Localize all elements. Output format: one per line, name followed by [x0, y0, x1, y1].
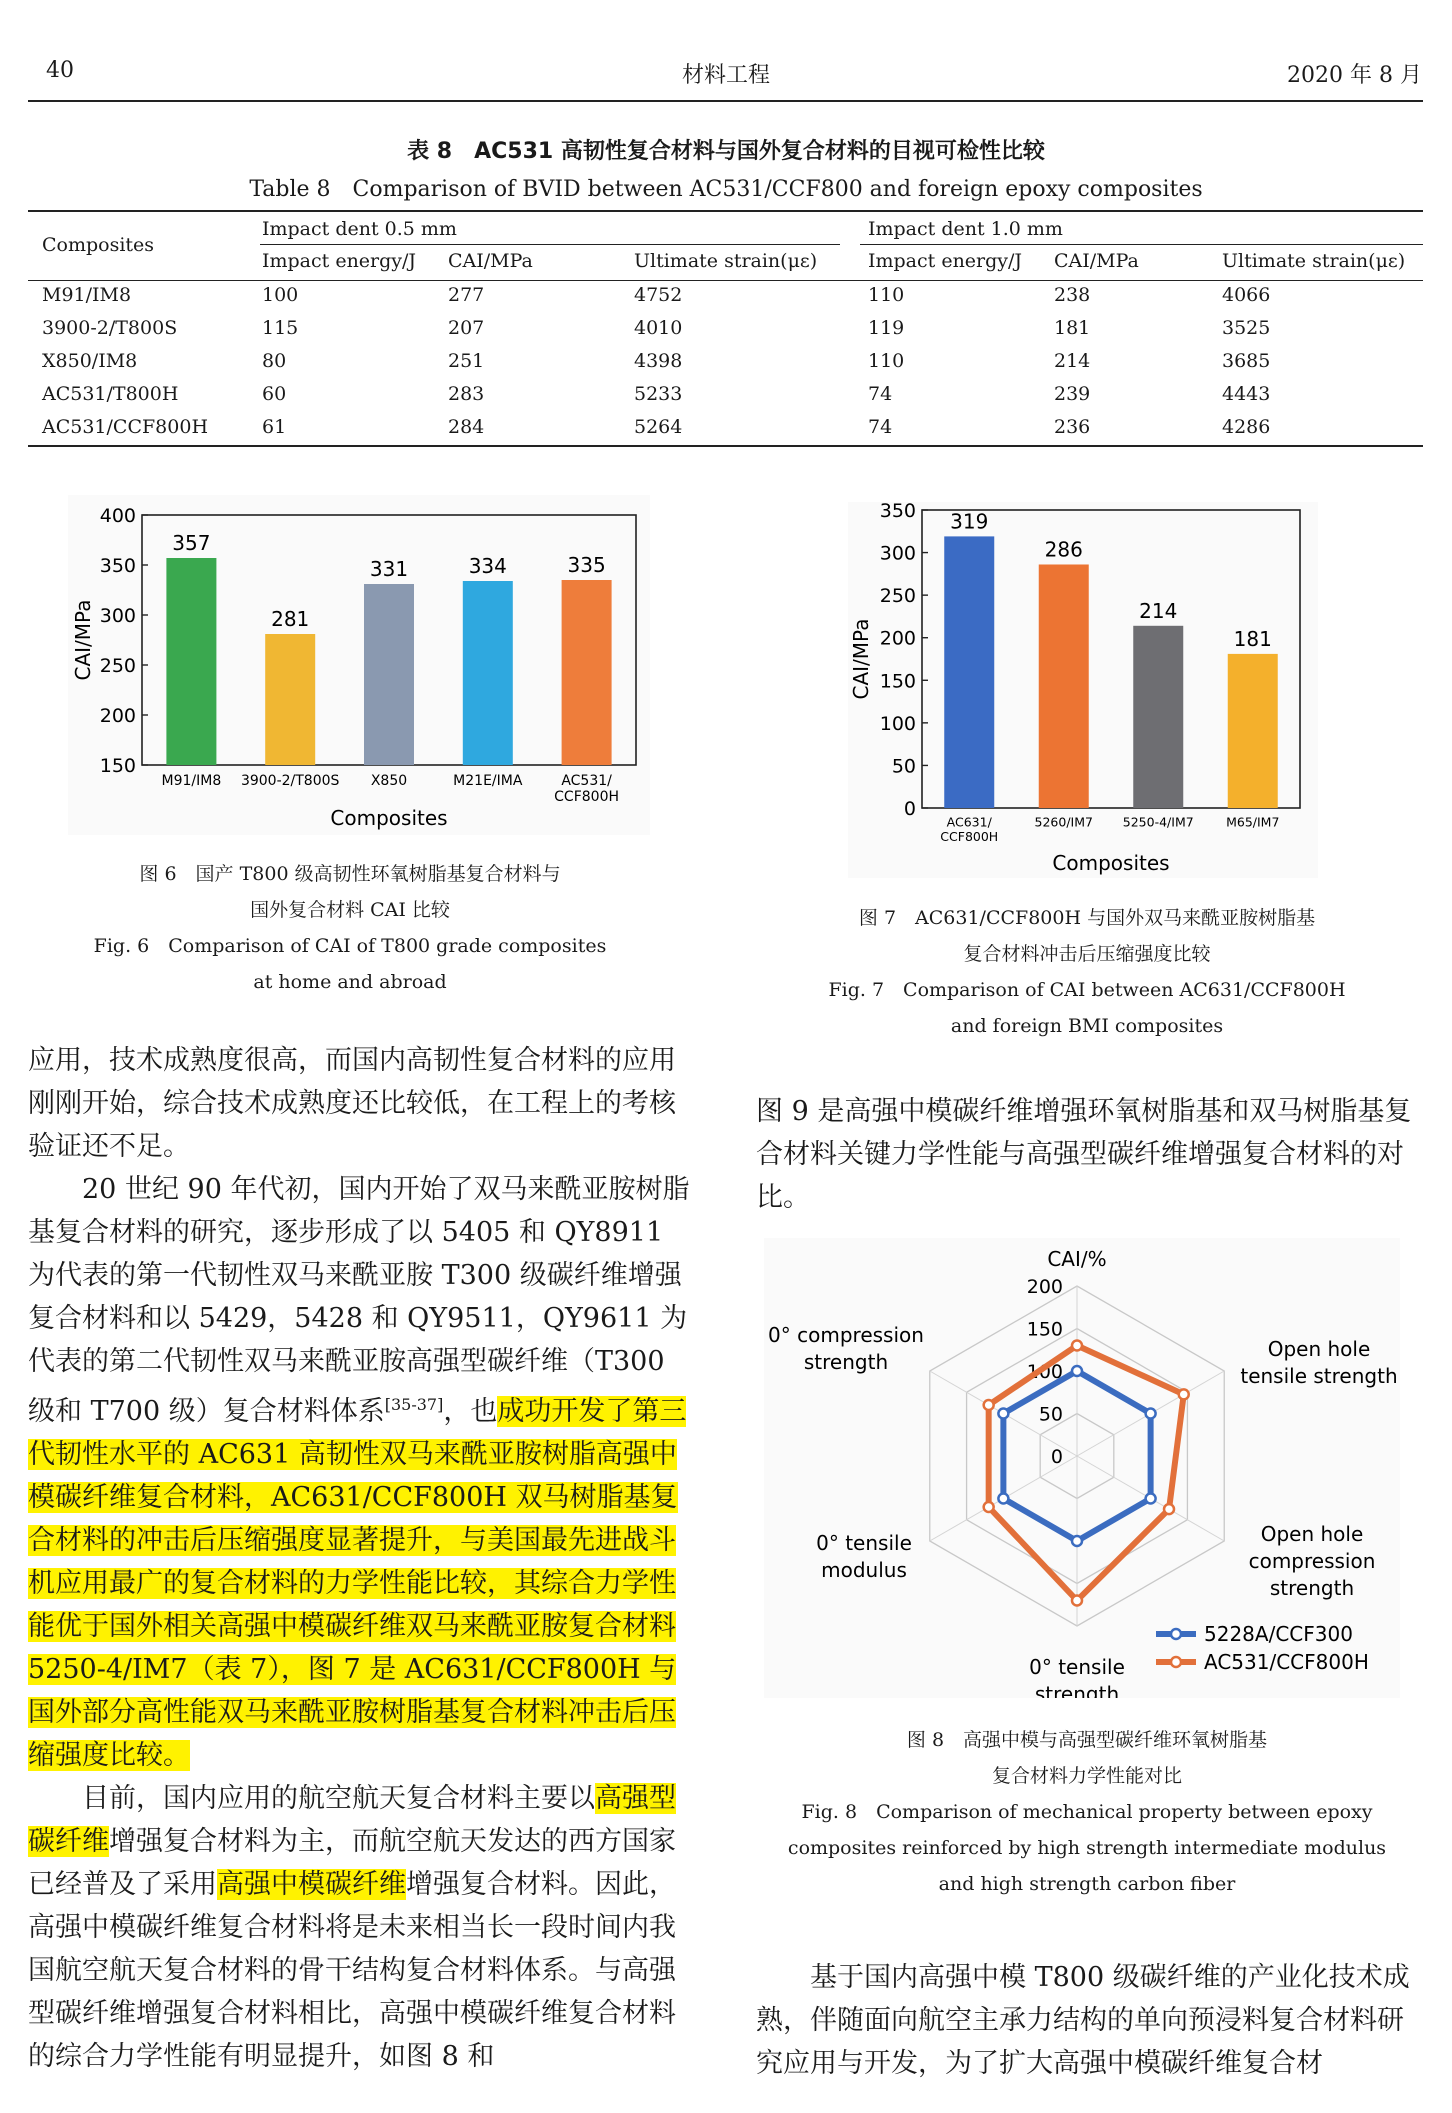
table-row-label: M91/IM8: [42, 284, 132, 306]
paragraph: [756, 1956, 1422, 2085]
radar-axis-label: modulus: [821, 1558, 907, 1582]
citation: [35-37]: [384, 1395, 444, 1414]
table-cell: 115: [262, 317, 299, 339]
table-header-composites: Composites: [42, 234, 155, 256]
paragraph-text: 应用，技术成熟度很高，而国内高韧性复合材料的应用刚刚开始，综合技术成熟度还比较低，在工程上的考核验证还不足。: [28, 1045, 676, 1162]
table-cell: 110: [868, 284, 905, 306]
figure-8: [764, 1238, 1400, 1698]
y-tick-label: 150: [99, 755, 136, 777]
x-tick-label: X850: [370, 773, 408, 789]
bar-value-label: 281: [271, 607, 310, 631]
bar-value-label: 319: [950, 509, 989, 534]
y-tick-label: 150: [879, 670, 916, 693]
radar-series-line: [989, 1346, 1184, 1601]
right-column-text-2: [756, 1956, 1422, 2085]
table-subheader: Impact energy/J: [262, 250, 417, 272]
bar: [166, 558, 216, 765]
fig8-caption-en: composites reinforced by high strength intermediate modulus: [787, 1837, 1387, 1859]
fig8-caption-cn: 图 8 高强中模与高强型碳纤维环氧树脂基: [906, 1729, 1268, 1751]
y-tick-label: 250: [99, 655, 136, 677]
radar-axis-label: strength: [1269, 1576, 1355, 1600]
x-tick-label: AC631/: [946, 814, 992, 830]
fig7-caption-en: and foreign BMI composites: [950, 1015, 1224, 1037]
x-tick-label: 3900-2/T800S: [240, 773, 340, 789]
bar-value-label: 334: [468, 554, 507, 578]
paragraph-text: 图 9 是高强中模碳纤维增强环氧树脂基和双马树脂基复合材料关键力学性能与高强型碳纤维增强复合材料的对比。: [756, 1096, 1412, 1213]
right-column-text-1: [756, 1090, 1422, 1219]
legend-marker: [1171, 1657, 1181, 1667]
table-cell: 4398: [634, 350, 683, 372]
radar-point: [1072, 1536, 1082, 1546]
table-cell: 207: [448, 317, 485, 339]
fig6-caption-en: Fig. 6 Comparison of CAI of T800 grade composites: [93, 935, 607, 957]
table-row-label: X850/IM8: [42, 350, 138, 372]
legend-marker: [1171, 1629, 1181, 1639]
left-column-text: [28, 1039, 690, 2078]
fig7-caption-en: Fig. 7 Comparison of CAI between AC631/CCF800H: [828, 979, 1346, 1001]
radar-axis-label: CAI/%: [1047, 1247, 1107, 1271]
journal-name: 材料工程: [681, 63, 770, 88]
fig8-caption-en: Fig. 8 Comparison of mechanical property between epoxy: [801, 1801, 1373, 1823]
table-bottom-rule: [28, 445, 1423, 447]
radar-axis-label: Open hole: [1260, 1522, 1364, 1546]
x-tick-label: M21E/IMA: [453, 773, 523, 789]
paragraph-text: 20 世纪 90 年代初，国内开始了双马来酰亚胺树脂基复合材料的研究，逐步形成了以 5405 和 QY8911 为代表的第一代韧性双马来酰亚胺 T300 级碳纤维增强复合材料和以 5429，5428 和 QY9511，QY9611 为代表的第二代韧性双马来酰亚胺高强型碳纤维（T300 级和 T700 级）复合材料体系: [28, 1174, 690, 1427]
fig6-bar-chart: [68, 495, 650, 835]
table-group-header: Impact dent 0.5 mm: [262, 218, 457, 240]
table-title-en: Table 8 Comparison of BVID between AC531/CCF800 and foreign epoxy composites: [249, 177, 1203, 202]
fig6-caption-en: at home and abroad: [253, 971, 447, 993]
bar: [944, 536, 994, 808]
fig7-bar-chart: [848, 502, 1318, 878]
paragraph-text: 基于国内高强中模 T800 级碳纤维的产业化技术成熟，伴随面向航空主承力结构的单向预浸料复合材料研究应用与开发，为了扩大高强中模碳纤维复合材: [756, 1962, 1410, 2079]
y-tick-label: 300: [99, 605, 136, 627]
fig7-caption-cn: 复合材料冲击后压缩强度比较: [963, 943, 1211, 965]
table-cell: 3685: [1222, 350, 1271, 372]
x-tick-label: M65/IM7: [1226, 814, 1280, 830]
y-tick-label: 200: [99, 705, 136, 727]
y-axis-label: CAI/MPa: [71, 599, 95, 681]
radar-axis-label: 0° compression: [768, 1323, 924, 1347]
paragraph-text: 增强复合材料。因此，高强中模碳纤维复合材料将是未来相当长一段时间内我国航空航天复合材料的骨干结构复合材料体系。与高强型碳纤维增强复合材料相比，高强中模碳纤维复合材料的综合力学性能有明显提升，如图 8 和: [28, 1869, 676, 2072]
page-number: 40: [46, 58, 74, 83]
bar-value-label: 181: [1233, 626, 1272, 651]
highlighted-text: 高强中模碳纤维: [217, 1869, 406, 1900]
bar-value-label: 286: [1044, 537, 1083, 562]
paragraph-text: ，也: [443, 1396, 498, 1427]
radar-tick-label: 50: [1038, 1403, 1063, 1426]
y-tick-label: 50: [891, 755, 916, 778]
table-subheader: Ultimate strain(με): [634, 250, 818, 272]
table-subheader: Impact energy/J: [868, 250, 1023, 272]
paragraph: [28, 1039, 690, 1168]
bar: [1039, 564, 1089, 808]
figure-7: [848, 502, 1318, 878]
y-tick-label: 0: [903, 798, 916, 820]
table-cell: 74: [868, 416, 893, 438]
bar-value-label: 331: [369, 557, 409, 581]
paragraph-text: 增强复合材料为主，而航空航天发达的西方国家已经普及了采用: [28, 1826, 676, 1900]
table-cell: 214: [1054, 350, 1091, 372]
x-tick-label: CCF800H: [554, 789, 620, 805]
table-cell: 4066: [1222, 284, 1271, 306]
x-tick-label: 5260/IM7: [1034, 814, 1093, 830]
y-tick-label: 100: [879, 712, 916, 735]
radar-point: [1179, 1389, 1189, 1399]
fig6-caption-cn: 图 6 国产 T800 级高韧性环氧树脂基复合材料与: [139, 863, 561, 885]
x-axis-label: Composites: [1052, 851, 1170, 875]
table-row-label: AC531/CCF800H: [42, 416, 209, 438]
bar-value-label: 214: [1139, 598, 1178, 623]
bar: [562, 580, 612, 765]
fig8-caption-cn: 复合材料力学性能对比: [991, 1765, 1182, 1787]
table-cell: 61: [262, 416, 287, 438]
y-tick-label: 300: [879, 542, 916, 565]
table-header-rule: [28, 280, 1423, 281]
paragraph: [756, 1090, 1422, 1219]
bar: [1228, 654, 1278, 808]
radar-point: [1146, 1409, 1156, 1419]
y-tick-label: 350: [879, 502, 916, 522]
legend-label: AC531/CCF800H: [1204, 1650, 1369, 1674]
radar-point: [984, 1502, 994, 1512]
y-axis-label: CAI/MPa: [849, 618, 873, 700]
bar-value-label: 357: [172, 531, 211, 555]
table-cell: 60: [262, 383, 287, 405]
table-cell: 251: [448, 350, 485, 372]
table-cell: 277: [448, 284, 485, 306]
table-cell: 100: [262, 284, 299, 306]
x-tick-label: AC531/: [561, 773, 612, 789]
table-cell: 4443: [1222, 383, 1271, 405]
x-axis-label: Composites: [330, 806, 448, 830]
y-tick-label: 350: [99, 555, 136, 577]
header-rule: [28, 100, 1423, 102]
table-cell: 239: [1054, 383, 1091, 405]
radar-axis-label: Open hole: [1267, 1337, 1371, 1361]
radar-point: [1146, 1494, 1156, 1504]
table-cell: 238: [1054, 284, 1091, 306]
table-subheader: CAI/MPa: [1054, 250, 1139, 272]
table-cell: 236: [1054, 416, 1091, 438]
table-cell: 74: [868, 383, 893, 405]
table-cell: 5233: [634, 383, 683, 405]
x-tick-label: CCF800H: [940, 829, 999, 844]
radar-tick-label: 100: [1026, 1361, 1063, 1383]
table-cell: 5264: [634, 416, 683, 438]
paragraph: [28, 1777, 690, 2078]
table-cell: 4010: [634, 317, 683, 339]
legend-label: 5228A/CCF300: [1204, 1622, 1353, 1646]
table-cell: 110: [868, 350, 905, 372]
y-tick-label: 400: [99, 505, 136, 527]
bar: [463, 581, 513, 765]
table-subheader: Ultimate strain(με): [1222, 250, 1406, 272]
y-tick-label: 250: [879, 585, 916, 608]
radar-point: [1072, 1366, 1082, 1376]
table-cell: 4286: [1222, 416, 1271, 438]
x-tick-label: M91/IM8: [161, 773, 222, 789]
bar: [265, 634, 315, 765]
paragraph: [28, 1168, 690, 1777]
table-cell: 283: [448, 383, 485, 405]
table-top-rule: [28, 210, 1423, 212]
table-row-label: AC531/T800H: [42, 383, 179, 405]
table-cell: 284: [448, 416, 485, 438]
radar-axis-label: strength: [803, 1350, 889, 1374]
table-group-rule-2: [860, 244, 1423, 245]
issue-date: 2020 年 8 月: [1287, 63, 1422, 88]
table-cell: 80: [262, 350, 287, 372]
fig8-caption-en: and high strength carbon fiber: [938, 1873, 1236, 1895]
table-cell: 4752: [634, 284, 683, 306]
figure-6: [68, 495, 650, 835]
radar-axis-label: strength: [1034, 1682, 1120, 1698]
fig6-caption-cn: 国外复合材料 CAI 比较: [250, 899, 450, 921]
table-row-label: 3900-2/T800S: [42, 317, 178, 339]
radar-point: [1072, 1596, 1082, 1606]
radar-tick-label: 200: [1026, 1276, 1063, 1298]
radar-axis-label: 0° tensile: [816, 1531, 912, 1555]
radar-point: [984, 1400, 994, 1410]
highlighted-text: 成功开发了第三代韧性水平的 AC631 高韧性双马来酰亚胺树脂高强中模碳纤维复合材料，AC631/CCF800H 双马树脂基复合材料的冲击后压缩强度显著提升，与美国最先进战斗机应用最广的复合材料的力学性能比较，其综合力学性能优于国外相关高强中模碳纤维双马来酰亚胺复合材料 5250-4/IM7（表 7），图 7 是 AC631/CCF800H 与国外部分高性能双马来酰亚胺树脂基复合材料冲击后压缩强度比较。: [28, 1396, 687, 1771]
table-cell: 3525: [1222, 317, 1271, 339]
fig8-radar-chart: [764, 1238, 1400, 1698]
table-title-cn: 表 8 AC531 高韧性复合材料与国外复合材料的目视可检性比较: [407, 139, 1045, 164]
radar-tick-label: 150: [1026, 1318, 1063, 1341]
x-tick-label: 5250-4/IM7: [1122, 814, 1194, 830]
highlighted-text: 高强型碳纤维: [28, 1783, 676, 1857]
radar-point: [1164, 1504, 1174, 1514]
y-tick-label: 200: [879, 627, 916, 650]
table-group-header: Impact dent 1.0 mm: [868, 218, 1063, 240]
fig7-caption-cn: 图 7 AC631/CCF800H 与国外双马来酰亚胺树脂基: [858, 907, 1316, 929]
radar-axis-label: compression: [1248, 1549, 1376, 1573]
bar: [1133, 626, 1183, 808]
table-cell: 181: [1054, 317, 1091, 339]
radar-point: [998, 1409, 1008, 1419]
radar-tick-label: 0: [1050, 1446, 1063, 1468]
radar-point: [1072, 1341, 1082, 1351]
bar: [364, 584, 414, 765]
paragraph-text: 目前，国内应用的航空航天复合材料主要以: [82, 1783, 595, 1814]
radar-axis-label: tensile strength: [1240, 1364, 1398, 1388]
bar-value-label: 335: [567, 553, 606, 577]
radar-axis-label: 0° tensile: [1029, 1655, 1125, 1679]
radar-point: [998, 1494, 1008, 1504]
table-subheader: CAI/MPa: [448, 250, 533, 272]
table-cell: 119: [868, 317, 905, 339]
table-group-rule-1: [260, 244, 840, 245]
